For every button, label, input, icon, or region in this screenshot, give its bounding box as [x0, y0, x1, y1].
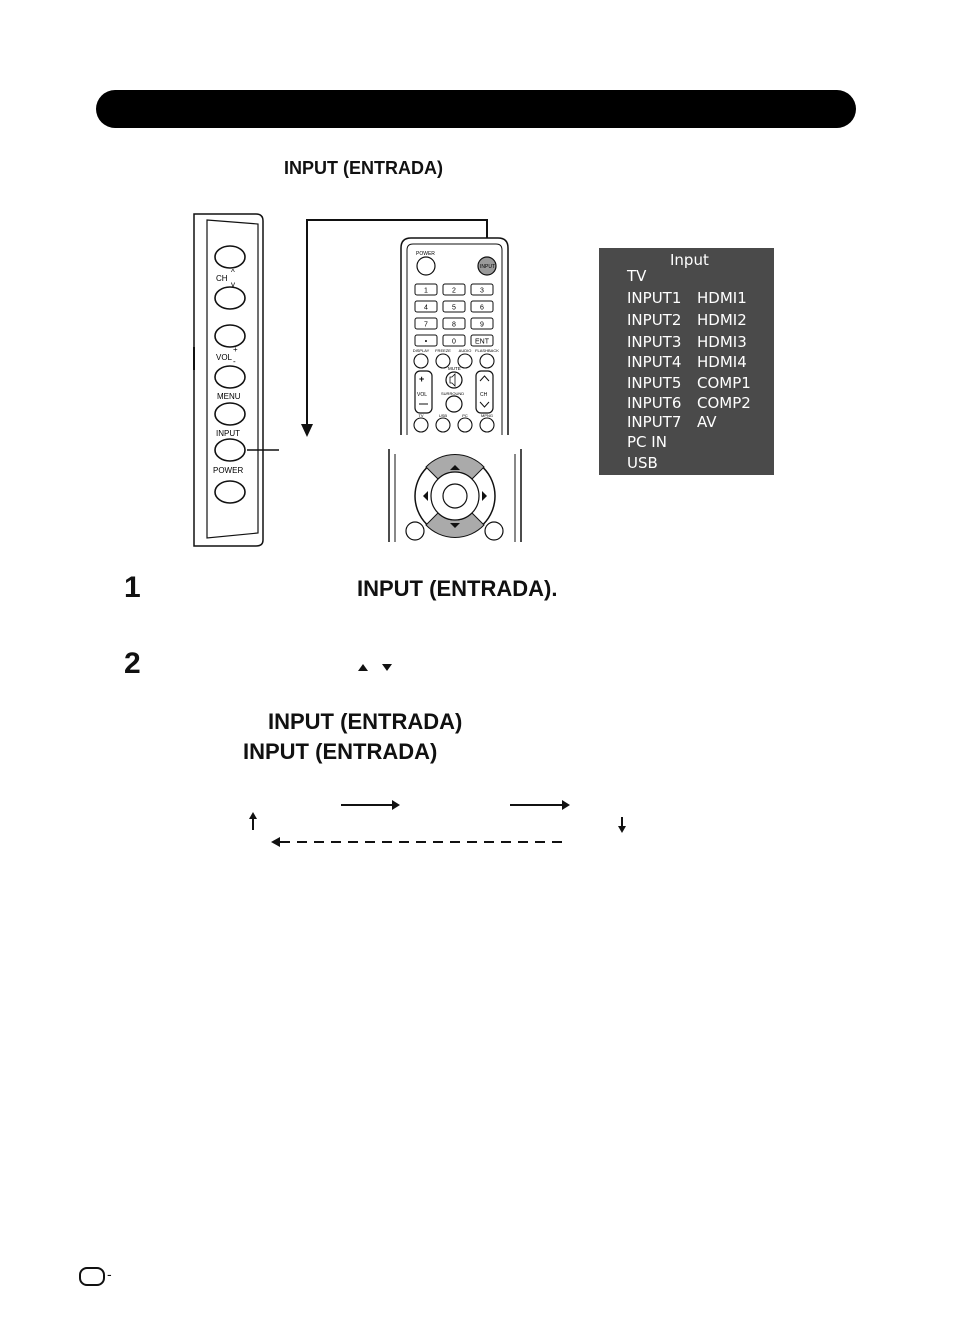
source-key[interactable] — [414, 418, 428, 432]
tv-controls-illustration — [0, 0, 954, 560]
osd-item-left[interactable]: USB — [627, 454, 658, 472]
input-label: INPUT — [216, 429, 240, 438]
remote-input-label: INPUT — [480, 264, 495, 270]
step-text: INPUT (ENTRADA). — [357, 576, 558, 601]
osd-item-right: HDMI2 — [697, 311, 747, 329]
keypad-key-label: • — [424, 338, 428, 346]
input-osd-menu — [599, 248, 774, 475]
vol-plus-button[interactable] — [215, 325, 245, 347]
function-key-label: FREEZE — [435, 348, 451, 353]
input-cycle-diagram — [240, 795, 640, 855]
vol-plus-glyph: + — [233, 345, 238, 354]
osd-item-left[interactable]: TV — [627, 267, 647, 285]
vol-minus-button[interactable] — [215, 366, 245, 388]
step2-line: INPUT (ENTRADA) — [243, 739, 438, 764]
remote-power-label: POWER — [416, 251, 435, 257]
up-down-arrow-icons — [356, 660, 398, 674]
osd-title: Input — [670, 251, 709, 269]
ch-down-glyph: v — [231, 280, 235, 289]
ch-up-button[interactable] — [215, 246, 245, 268]
step-number: 1 — [124, 571, 141, 604]
keypad-key-label: 3 — [480, 287, 484, 295]
keypad-key-label: 7 — [424, 321, 428, 329]
osd-item-right: COMP2 — [697, 394, 751, 412]
source-key[interactable] — [480, 418, 494, 432]
keypad-key-label: 6 — [480, 304, 484, 312]
osd-item-right: AV — [697, 413, 717, 431]
language-badge — [79, 1267, 105, 1286]
source-key[interactable] — [458, 418, 472, 432]
source-key[interactable] — [436, 418, 450, 432]
osd-item-left[interactable]: INPUT6 — [627, 394, 682, 412]
osd-item-left[interactable]: PC IN — [627, 433, 667, 451]
vol-plus-glyph-remote: + — [419, 374, 425, 384]
vol-label: VOL — [216, 353, 233, 362]
remote-extra-right-button[interactable] — [485, 522, 503, 540]
function-key[interactable] — [414, 354, 428, 368]
remote-ch-label: CH — [480, 392, 488, 398]
power-label: POWER — [213, 466, 244, 475]
dpad-ok-button[interactable] — [443, 484, 467, 508]
source-key-label: TV — [418, 413, 424, 418]
keypad-key-label: 1 — [424, 287, 428, 295]
step2-line: INPUT (ENTRADA) — [268, 709, 463, 734]
input-entrada-label: INPUT (ENTRADA) — [284, 158, 443, 178]
osd-item-right: HDMI1 — [697, 289, 747, 307]
keypad-key-label: ENT — [475, 338, 489, 346]
remote-vol-label: VOL — [417, 392, 428, 398]
osd-item-left[interactable]: INPUT7 — [627, 413, 682, 431]
osd-item-left[interactable]: INPUT3 — [627, 333, 682, 351]
remote-mute-label: MUTE — [448, 366, 461, 371]
function-key-label: FLASHBACK — [475, 348, 499, 353]
keypad-key-label: 5 — [452, 304, 456, 312]
remote-mute-button[interactable] — [446, 372, 462, 388]
source-key-label: PC — [462, 413, 468, 418]
keypad-key-label: 4 — [424, 304, 428, 312]
function-key-label: AUDIO — [458, 348, 472, 353]
tv-side-panel — [194, 214, 279, 546]
down-triangle-icon — [382, 664, 392, 671]
step-number: 2 — [124, 647, 141, 680]
vol-minus-glyph: - — [233, 357, 236, 366]
function-key-label: DISPLAY — [412, 348, 430, 353]
page-number-dash: - — [107, 1266, 112, 1282]
keypad-key-label: 2 — [452, 287, 456, 295]
source-key-label: MPNG — [481, 413, 493, 418]
osd-item-right: COMP1 — [697, 374, 751, 392]
osd-item-left[interactable]: INPUT5 — [627, 374, 682, 392]
remote-dpad-section — [389, 449, 521, 542]
keypad-key-label: 0 — [452, 338, 456, 346]
ch-up-glyph: ^ — [231, 268, 235, 277]
ch-label: CH — [216, 274, 228, 283]
osd-item-right: HDMI4 — [697, 353, 747, 371]
remote-power-button[interactable] — [417, 257, 435, 275]
remote-control — [401, 238, 508, 435]
up-triangle-icon — [358, 664, 368, 671]
input-button[interactable] — [215, 439, 245, 461]
osd-item-left[interactable]: INPUT1 — [627, 289, 682, 307]
keypad-key-label: 9 — [480, 321, 484, 329]
source-key-label: USB — [438, 413, 448, 418]
function-key[interactable] — [480, 354, 494, 368]
remote-extra-left-button[interactable] — [406, 522, 424, 540]
keypad-key-label: 8 — [452, 321, 456, 329]
ch-down-button[interactable] — [215, 287, 245, 309]
remote-surround-label: SURROUND — [441, 391, 465, 396]
menu-button[interactable] — [215, 403, 245, 425]
osd-item-right: HDMI3 — [697, 333, 747, 351]
menu-label: MENU — [217, 392, 241, 401]
power-button[interactable] — [215, 481, 245, 503]
osd-item-left[interactable]: INPUT4 — [627, 353, 682, 371]
osd-item-left[interactable]: INPUT2 — [627, 311, 682, 329]
remote-surround-button[interactable] — [446, 396, 462, 412]
